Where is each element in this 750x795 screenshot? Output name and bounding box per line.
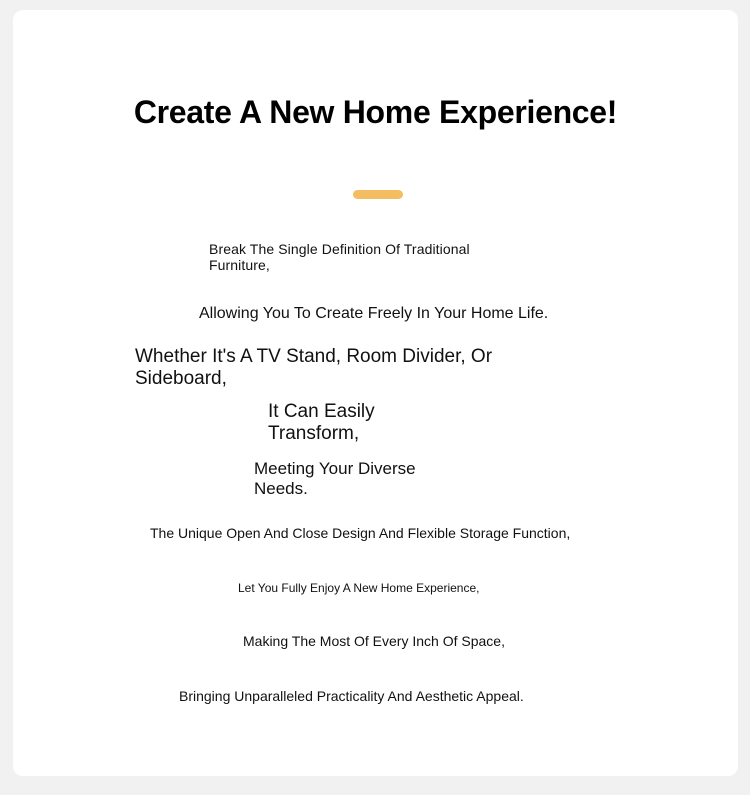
page-title: Create A New Home Experience! [133, 94, 618, 130]
text-line-9: Bringing Unparalleled Practicality And Aesthetic Appeal. [179, 688, 524, 704]
content-card [13, 10, 738, 776]
text-line-8: Making The Most Of Every Inch Of Space, [243, 633, 505, 649]
text-line-4: It Can Easily Transform, [268, 401, 375, 444]
text-line-3: Whether It's A TV Stand, Room Divider, Or Sideboard, [135, 346, 493, 389]
text-line-6: The Unique Open And Close Design And Flexible Storage Function, [150, 525, 571, 541]
text-line-7: Let You Fully Enjoy A New Home Experience, [238, 581, 480, 595]
text-line-5: Meeting Your Diverse Needs. [254, 459, 416, 498]
text-line-2: Allowing You To Create Freely In Your Home Life. [199, 305, 549, 322]
accent-divider [353, 190, 403, 199]
text-line-1: Break The Single Definition Of Traditional Furniture, [209, 241, 470, 273]
